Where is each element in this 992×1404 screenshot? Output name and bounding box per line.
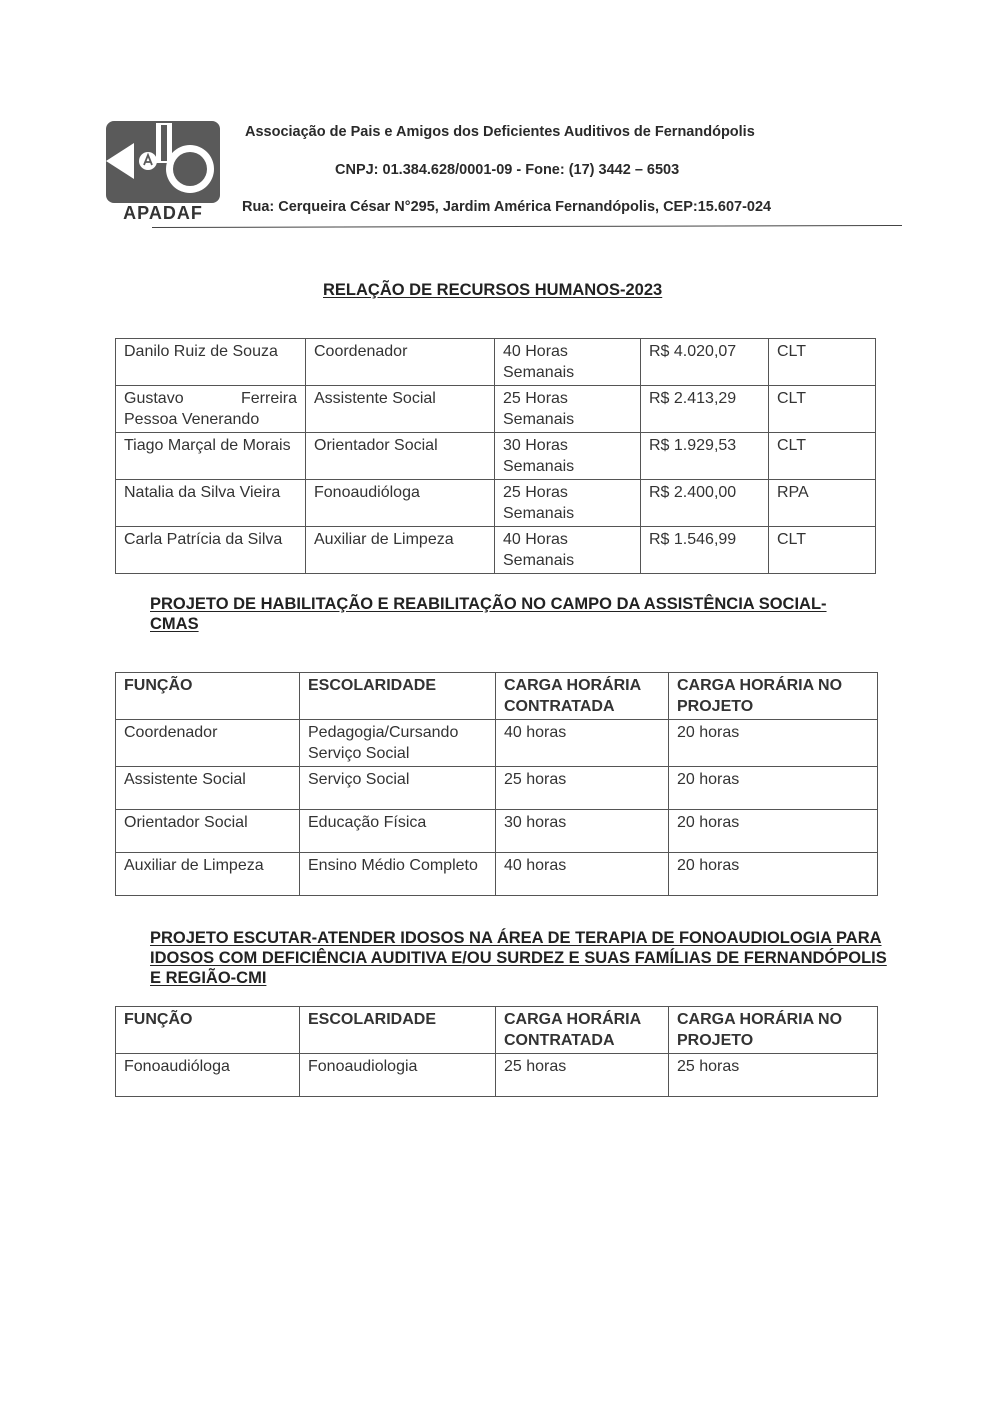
project-hours-cell: 20 horas <box>669 810 878 853</box>
employee-contract: RPA <box>769 480 876 527</box>
column-header: ESCOLARIDADE <box>300 673 496 720</box>
function-cell: Orientador Social <box>116 810 300 853</box>
employee-role: Assistente Social <box>306 386 495 433</box>
employee-salary: R$ 2.400,00 <box>641 480 769 527</box>
contact-info: CNPJ: 01.384.628/0001-09 - Fone: (17) 3442 – 6503 <box>335 162 680 178</box>
employee-name: Gustavo Ferreira Pessoa Venerando <box>116 386 306 433</box>
column-header: FUNÇÃO <box>116 1007 300 1054</box>
table-row <box>116 853 878 896</box>
table-row <box>116 339 876 386</box>
logo-text: APADAF <box>123 203 203 223</box>
table-row <box>116 480 876 527</box>
employee-salary: R$ 1.546,99 <box>641 527 769 574</box>
header-divider <box>152 225 902 228</box>
function-cell: Fonoaudióloga <box>116 1054 300 1097</box>
employee-role: Coordenador <box>306 339 495 386</box>
education-cell: Ensino Médio Completo <box>300 853 496 896</box>
table-row <box>116 810 878 853</box>
cmas-table <box>115 672 878 896</box>
contracted-hours-cell: 25 horas <box>496 1054 669 1097</box>
employee-name: Tiago Marçal de Morais <box>116 433 306 480</box>
page-title: RELAÇÃO DE RECURSOS HUMANOS-2023 <box>323 281 663 299</box>
section-cmas-title: PROJETO DE HABILITAÇÃO E REABILITAÇÃO NO CAMPO DA ASSISTÊNCIA SOCIAL- CMAS <box>150 595 827 633</box>
employee-salary: R$ 2.413,29 <box>641 386 769 433</box>
employee-name: Carla Patrícia da Silva <box>116 527 306 574</box>
employee-contract: CLT <box>769 527 876 574</box>
table-row <box>116 720 878 767</box>
apadaf-logo <box>106 121 220 225</box>
employee-role: Orientador Social <box>306 433 495 480</box>
column-header: CARGA HORÁRIA CONTRATADA <box>496 673 669 720</box>
table-row <box>116 527 876 574</box>
contracted-hours-cell: 40 horas <box>496 853 669 896</box>
project-hours-cell: 20 horas <box>669 853 878 896</box>
staff-table <box>115 338 876 574</box>
employee-role: Auxiliar de Limpeza <box>306 527 495 574</box>
employee-hours: 30 Horas Semanais <box>495 433 641 480</box>
contracted-hours-cell: 25 horas <box>496 767 669 810</box>
employee-name: Natalia da Silva Vieira <box>116 480 306 527</box>
function-cell: Coordenador <box>116 720 300 767</box>
project-hours-cell: 25 horas <box>669 1054 878 1097</box>
employee-hours: 40 Horas Semanais <box>495 339 641 386</box>
education-cell: Pedagogia/Cursando Serviço Social <box>300 720 496 767</box>
employee-role: Fonoaudióloga <box>306 480 495 527</box>
column-header: CARGA HORÁRIA CONTRATADA <box>496 1007 669 1054</box>
employee-salary: R$ 4.020,07 <box>641 339 769 386</box>
employee-hours: 25 Horas Semanais <box>495 386 641 433</box>
education-cell: Educação Física <box>300 810 496 853</box>
ear-logo-icon <box>106 121 220 205</box>
table-row <box>116 767 878 810</box>
employee-name: Danilo Ruiz de Souza <box>116 339 306 386</box>
column-header: ESCOLARIDADE <box>300 1007 496 1054</box>
table-header-row <box>116 673 878 720</box>
employee-hours: 40 Horas Semanais <box>495 527 641 574</box>
contracted-hours-cell: 30 horas <box>496 810 669 853</box>
table-row <box>116 433 876 480</box>
contracted-hours-cell: 40 horas <box>496 720 669 767</box>
employee-hours: 25 Horas Semanais <box>495 480 641 527</box>
employee-salary: R$ 1.929,53 <box>641 433 769 480</box>
employee-contract: CLT <box>769 433 876 480</box>
address: Rua: Cerqueira César N°295, Jardim América Fernandópolis, CEP:15.607-024 <box>242 199 772 215</box>
organization-name: Associação de Pais e Amigos dos Deficientes Auditivos de Fernandópolis <box>245 124 755 140</box>
column-header: CARGA HORÁRIA NO PROJETO <box>669 673 878 720</box>
section-cmi-title: PROJETO ESCUTAR-ATENDER IDOSOS NA ÁREA DE TERAPIA DE FONOAUDIOLOGIA PARA IDOSOS COM DEFICIÊNCIA AUDITIVA E/OU SURDEZ E SUAS FAMÍLIAS DE FERNANDÓPOLIS E REGIÃO-CMI <box>150 929 887 987</box>
project-hours-cell: 20 horas <box>669 720 878 767</box>
cmi-table <box>115 1006 878 1097</box>
employee-contract: CLT <box>769 386 876 433</box>
education-cell: Serviço Social <box>300 767 496 810</box>
function-cell: Assistente Social <box>116 767 300 810</box>
column-header: CARGA HORÁRIA NO PROJETO <box>669 1007 878 1054</box>
table-header-row <box>116 1007 878 1054</box>
project-hours-cell: 20 horas <box>669 767 878 810</box>
employee-contract: CLT <box>769 339 876 386</box>
column-header: FUNÇÃO <box>116 673 300 720</box>
table-row <box>116 1054 878 1097</box>
education-cell: Fonoaudiologia <box>300 1054 496 1097</box>
function-cell: Auxiliar de Limpeza <box>116 853 300 896</box>
table-row <box>116 386 876 433</box>
